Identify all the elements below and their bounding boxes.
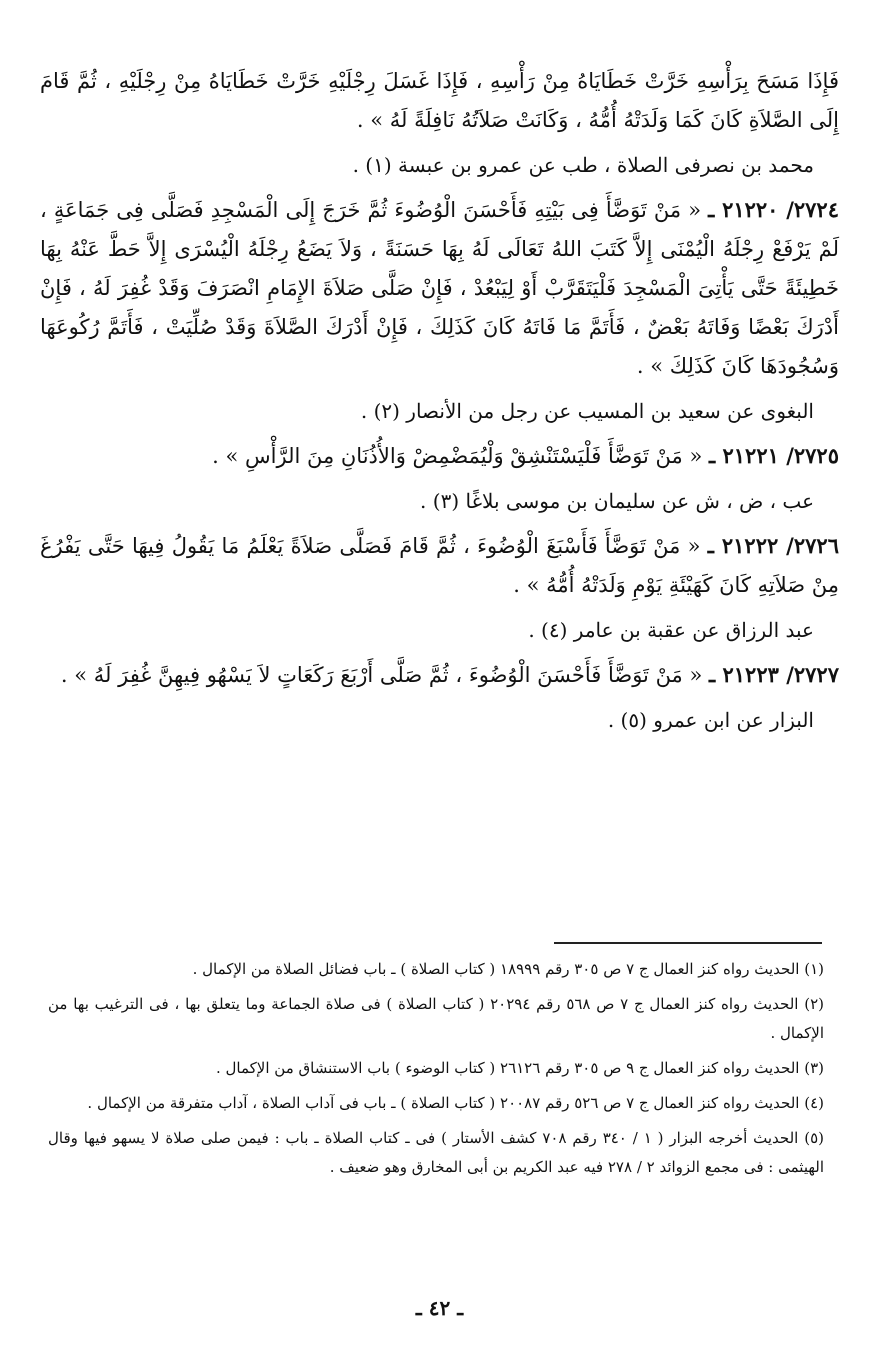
hadith-text: « مَنْ تَوَضَّأَ فِى بَيْتِهِ فَأَحْسَنَ الْوُضُوءَ ثُمَّ خَرَجَ إِلَى الْمَسْجِدِ فَصَلَّى فِى جَمَاعَةٍ ، لَمْ يَرْفَعْ رِجْلَهُ الْيُمْنَى إِلاَّ كَتَبَ اللهُ تَعَالَى لَهُ بِهَا حَسَنَةً ، وَلاَ يَضَعُ رِجْلَهُ الْيُسْرَى إِلاَّ حَطَّ عَنْهُ بِهَا خَطِيئَةً حَتَّى يَأْتِىَ الْمَسْجِدَ فَلْيَتَقَرَّبْ أَوْ لِيَبْعُدْ ، فَإِنْ صَلَّى صَلاَةَ الإِمَامِ انْصَرَفَ وَقَدْ غُفِرَ لَهُ ، فَإِنْ أَدْرَكَ بَعْضًا وَفَاتَهُ بَعْضٌ ، فَأَتَمَّ مَا فَاتَهُ كَانَ كَذَلِكَ ، فَإِنْ أَدْرَكَ الصَّلاَةَ وَقَدْ صُلِّيَتْ ، فَأَتَمَّ رُكُوعَهَا وَسُجُودَهَا كَانَ كَذَلِكَ » .	[40, 198, 839, 378]
hadith-number: ٢٧٢٤/ ٢١٢٢٠ ـ	[708, 197, 839, 222]
source-line-1: محمد بن نصرفى الصلاة ، طب عن عمرو بن عبسة (١) .	[352, 153, 814, 177]
hadith-2724	[40, 190, 839, 386]
source-line-2: البغوى عن سعيد بن المسيب عن رجل من الأنصار (٢) .	[360, 399, 814, 423]
footnote-1: (١) الحديث رواه كنز العمال ج ٧ ص ٣٠٥ رقم ١٨٩٩٩ ( كتاب الصلاة ) ـ باب فضائل الصلاة من الإكمال .	[192, 960, 824, 978]
footnote-4: (٤) الحديث رواه كنز العمال ج ٧ ص ٥٢٦ رقم ٢٠٠٨٧ ( كتاب الصلاة ) ـ باب فى آداب الصلاة ، آداب متفرقة من الإكمال .	[87, 1094, 824, 1112]
hadith-number: ٢٧٢٦/ ٢١٢٢٢ ـ	[707, 533, 839, 558]
footnote-5: (٥) الحديث أخرجه البزار ( ١ / ٣٤٠ رقم ٧٠٨ كشف الأستار ) فى ـ كتاب الصلاة ـ باب : فيمن صلى صلاة لا يسهو فيها وقال الهيثمى : فى مجمع الزوائد ٢ / ٢٧٨ فيه عبد الكريم بن أبى المخارق وهو ضعيف .	[48, 1129, 825, 1176]
footnote-2: (٢) الحديث رواه كنز العمال ج ٧ ص ٥٦٨ رقم ٢٠٢٩٤ ( كتاب الصلاة ) فى صلاة الجماعة وما يتعلق بها ، فى الترغيب بها من الإكمال .	[48, 995, 824, 1042]
hadith-text: « مَنْ تَوَضَّأَ فَأَسْبَغَ الْوُضُوءَ ، ثُمَّ قَامَ فَصَلَّى صَلاَةً يَعْلَمُ مَا يَقُولُ فِيهَا حَتَّى يَفْرُغَ مِنْ صَلاَتِهِ كَانَ كَهَيْئَةِ يَوْمِ وَلَدَتْهُ أُمُّهُ » .	[40, 534, 839, 597]
hadith-text: « مَنْ تَوَضَّأَ فَأَحْسَنَ الْوُضُوءَ ، ثُمَّ صَلَّى أَرْبَعَ رَكَعَاتٍ لاَ يَسْهُو فِيهِنَّ غُفِرَ لَهُ » .	[60, 663, 703, 687]
hadith-number: ٢٧٢٧/ ٢١٢٢٣ ـ	[709, 662, 839, 687]
hadith-2727	[40, 655, 839, 695]
footnotes	[48, 955, 824, 1188]
page-number: ـ ٤٢ ـ	[415, 1296, 464, 1320]
hadith-2726	[40, 526, 839, 605]
source-line-5: البزار عن ابن عمرو (٥) .	[607, 708, 814, 732]
footnote-separator	[554, 942, 822, 944]
footnote-3: (٣) الحديث رواه كنز العمال ج ٩ ص ٣٠٥ رقم ٢٦١٢٦ ( كتاب الوضوء ) باب الاستنشاق من الإكمال .	[215, 1059, 824, 1077]
source-line-3: عب ، ض ، ش عن سليمان بن موسى بلاغًا (٣) .	[420, 489, 814, 513]
source-line-4: عبد الرزاق عن عقبة بن عامر (٤) .	[528, 618, 814, 642]
hadith-number: ٢٧٢٥/ ٢١٢٢١ ـ	[709, 443, 839, 468]
hadith-2725	[40, 436, 839, 476]
hadith-continuation: فَإِذَا مَسَحَ بِرَأْسِهِ خَرَّتْ خَطَايَاهُ مِنْ رَأْسِهِ ، فَإِذَا غَسَلَ رِجْلَيْهِ خَرَّتْ خَطَايَاهُ مِنْ رِجْلَيْهِ ، ثُمَّ قَامَ إِلَى الصَّلاَةِ كَانَ كَمَا وَلَدَتْهُ أُمُّهُ ، وَكَانَتْ صَلاَتُهُ نَافِلَةً لَهُ » .	[40, 69, 839, 132]
hadith-text: « مَنْ تَوَضَّأَ فَلْيَسْتَنْشِقْ وَلْيُمَضْمِضْ وَالأُذُنَانِ مِنَ الرَّأْسِ » .	[212, 444, 703, 468]
